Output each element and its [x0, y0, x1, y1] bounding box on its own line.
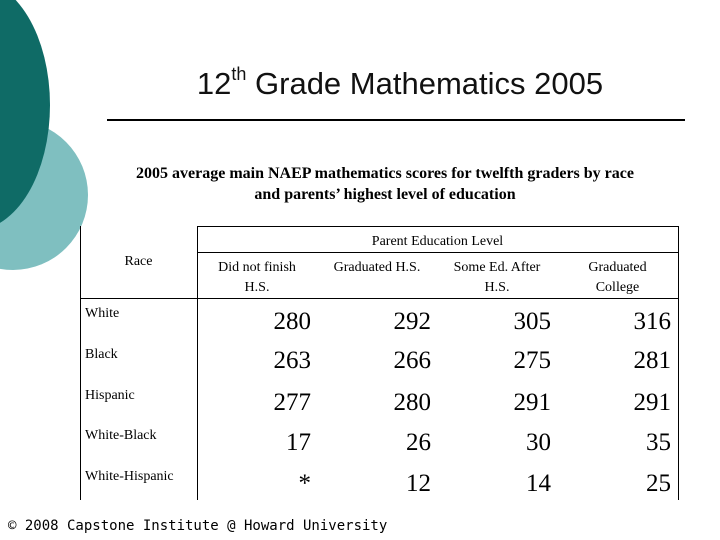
table-cell: 275	[513, 347, 551, 374]
group-header: Parent Education Level	[371, 234, 504, 249]
table-cell: 305	[513, 308, 551, 335]
table-cell: 12	[406, 470, 431, 497]
table-cell: 316	[633, 308, 671, 335]
table-cell: 280	[273, 308, 311, 335]
table-cell: 14	[526, 470, 551, 497]
table-cell: 35	[646, 429, 671, 456]
table-cell: 266	[393, 347, 431, 374]
table-right-border	[678, 226, 679, 500]
table-cell: 17	[286, 429, 311, 456]
table-cell: 291	[633, 389, 671, 416]
header-bottom-rule	[80, 298, 678, 299]
table-cell: 26	[406, 429, 431, 456]
column-header-graduated-hs: Graduated H.S.	[333, 260, 421, 275]
table-cell: 291	[513, 389, 551, 416]
race-label-white-hispanic: White-Hispanic	[85, 469, 174, 484]
table-cell: 30	[526, 429, 551, 456]
slide-title: 12th Grade Mathematics 2005	[196, 64, 604, 101]
table-top-rule	[197, 226, 678, 227]
table-cell: 280	[393, 389, 431, 416]
race-label-white: White	[85, 306, 120, 321]
column-header-some-ed-after: Some Ed. After H.S.	[453, 260, 541, 295]
table-cell: *	[298, 470, 311, 497]
column-header-did-not-finish: Did not finish H.S.	[218, 260, 296, 295]
table-caption: 2005 average main NAEP mathematics scores for twelfth graders by race and parents’ highest level of education	[136, 165, 634, 203]
race-label-black: Black	[85, 347, 118, 362]
group-header-rule	[197, 252, 678, 253]
table-cell: 277	[273, 389, 311, 416]
table-cell: 281	[633, 347, 671, 374]
race-label-hispanic: Hispanic	[85, 388, 135, 403]
table-cell: 25	[646, 470, 671, 497]
table-cell: 292	[393, 308, 431, 335]
title-rule	[107, 119, 685, 121]
race-header: Race	[124, 254, 153, 269]
race-label-white-black: White-Black	[85, 428, 157, 443]
table-cell: 263	[273, 347, 311, 374]
copyright-footer: © 2008 Capstone Institute @ Howard University	[8, 518, 388, 534]
column-header-graduated-college: Graduated College	[588, 260, 647, 295]
decorative-circles	[0, 0, 90, 300]
